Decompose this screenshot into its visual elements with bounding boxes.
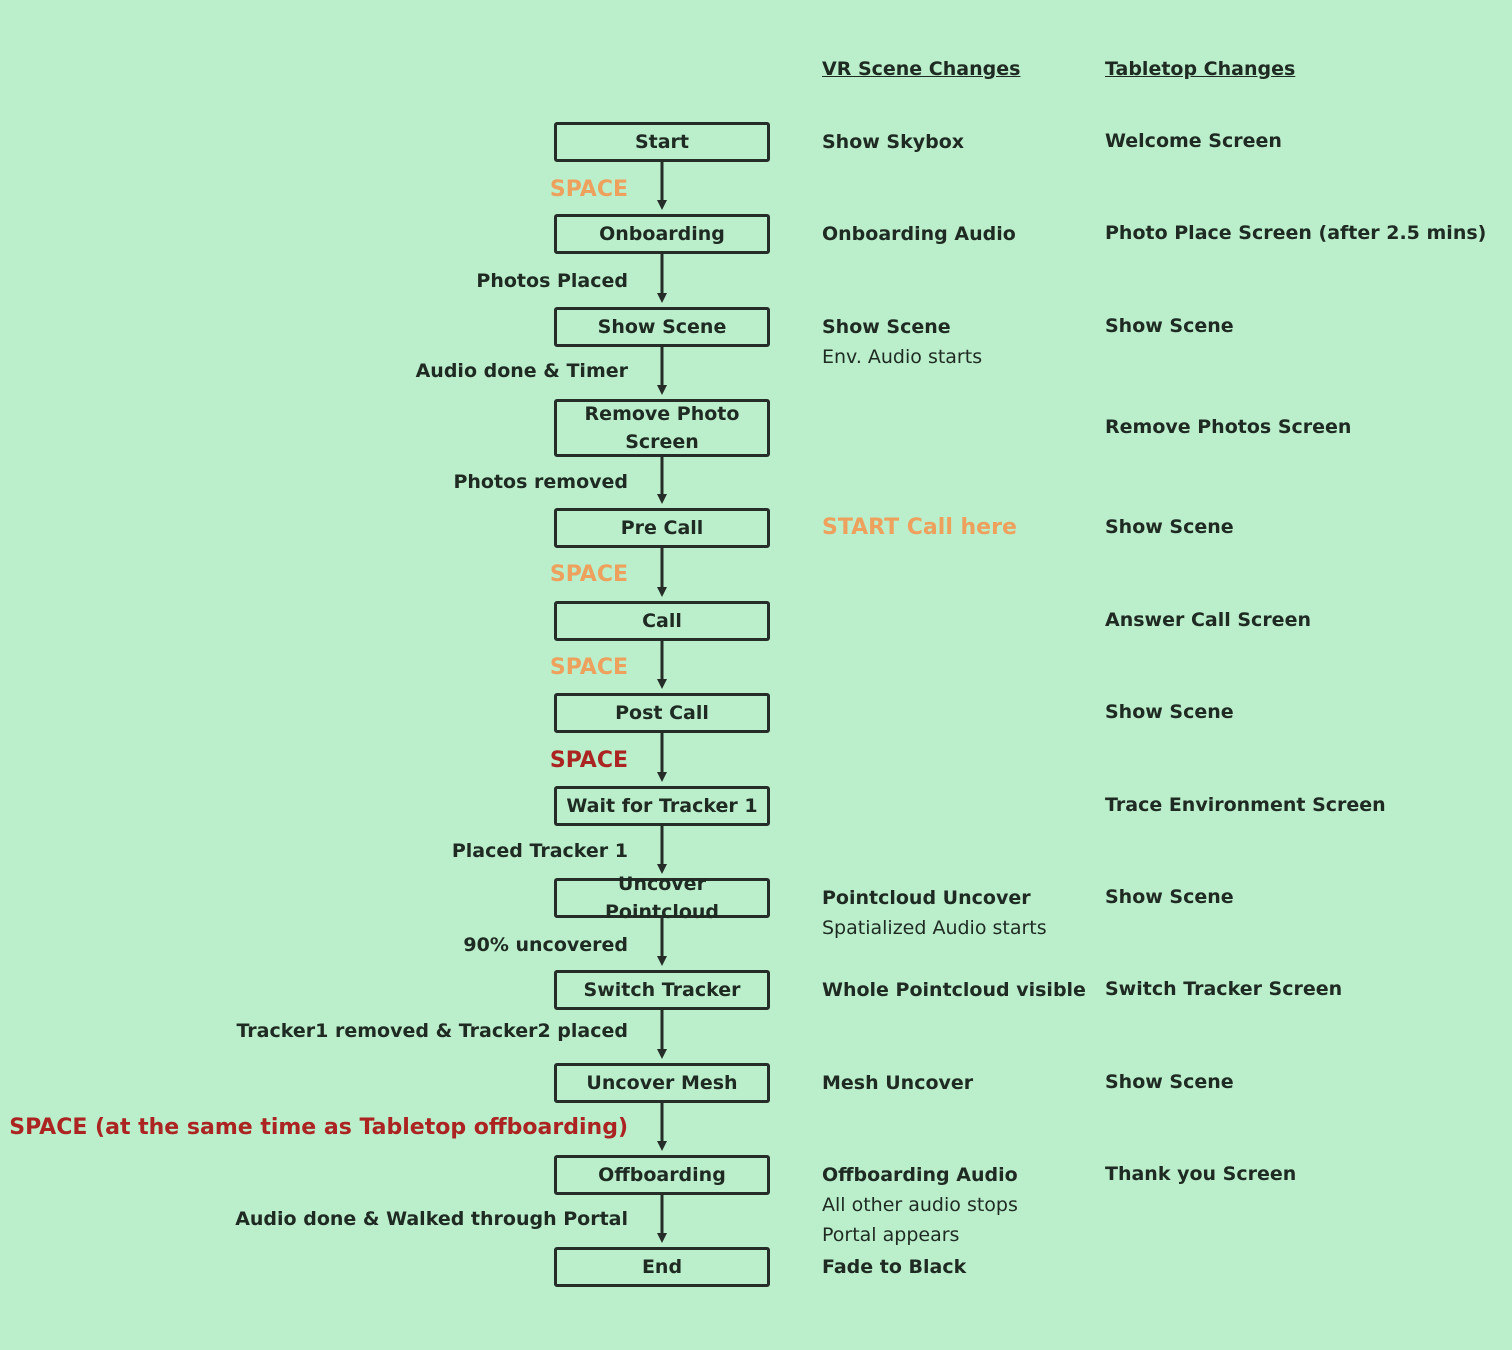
tabletop-change-show-scene: Show Scene	[1105, 315, 1234, 337]
state-box-uncover-mesh: Uncover Mesh	[554, 1063, 770, 1103]
vr-change-start	[822, 127, 964, 157]
vr-change-line: All other audio stops	[822, 1194, 1018, 1216]
tabletop-change-call: Answer Call Screen	[1105, 609, 1311, 631]
transition-label-tracker1-removed-tracker2-placed: Tracker1 removed & Tracker2 placed	[236, 1020, 628, 1042]
transition-label-space: SPACE	[549, 177, 628, 202]
vr-change-line: Mesh Uncover	[822, 1072, 974, 1094]
tabletop-change-pre-call: Show Scene	[1105, 516, 1234, 538]
vr-column-header: VR Scene Changes	[822, 58, 1021, 80]
transition-label-photos-removed: Photos removed	[453, 471, 628, 493]
vr-change-switch-tracker	[822, 975, 1086, 1005]
tabletop-change-uncover-pointcloud: Show Scene	[1105, 886, 1234, 908]
transition-label-space: SPACE	[549, 562, 628, 587]
state-box-end: End	[554, 1247, 770, 1287]
state-box-show-scene: Show Scene	[554, 307, 770, 347]
tabletop-column-header: Tabletop Changes	[1105, 58, 1296, 80]
transition-label-placed-tracker-1: Placed Tracker 1	[451, 840, 628, 862]
vr-change-line: Fade to Black	[822, 1256, 967, 1278]
tabletop-change-switch-tracker: Switch Tracker Screen	[1105, 978, 1343, 1000]
vr-change-end	[822, 1252, 966, 1282]
vr-change-line: Offboarding Audio	[822, 1164, 1018, 1186]
state-box-uncover-pointcloud: Uncover Pointcloud	[554, 878, 770, 918]
state-box-wait-for-tracker-1: Wait for Tracker 1	[554, 786, 770, 826]
vr-change-line: Onboarding Audio	[822, 223, 1016, 245]
state-box-switch-tracker: Switch Tracker	[554, 970, 770, 1010]
transition-label-space: SPACE	[549, 655, 628, 680]
state-box-offboarding: Offboarding	[554, 1155, 770, 1195]
state-box-call: Call	[554, 601, 770, 641]
vr-change-line: Show Skybox	[822, 131, 965, 153]
vr-change-uncover-pointcloud	[822, 883, 1047, 943]
state-box-post-call: Post Call	[554, 693, 770, 733]
vr-change-line: Portal appears	[822, 1224, 960, 1246]
state-box-start: Start	[554, 122, 770, 162]
transition-label-space: SPACE	[549, 748, 628, 773]
tabletop-change-uncover-mesh: Show Scene	[1105, 1071, 1234, 1093]
vr-change-line: Whole Pointcloud visible	[822, 979, 1086, 1001]
tabletop-change-wait-for-tracker-1: Trace Environment Screen	[1105, 794, 1386, 816]
vr-change-line: Spatialized Audio starts	[822, 917, 1047, 939]
vr-change-onboarding	[822, 219, 1016, 249]
transition-label-90-uncovered: 90% uncovered	[463, 934, 628, 956]
tabletop-change-onboarding: Photo Place Screen (after 2.5 mins)	[1105, 222, 1487, 244]
tabletop-change-offboarding: Thank you Screen	[1105, 1163, 1297, 1185]
transition-label-photos-placed: Photos Placed	[476, 270, 628, 292]
state-box-pre-call: Pre Call	[554, 508, 770, 548]
vr-change-line: START Call here	[822, 515, 1017, 540]
vr-change-line: Pointcloud Uncover	[822, 887, 1031, 909]
tabletop-change-start: Welcome Screen	[1105, 130, 1282, 152]
transition-label-space-at-the-same-time-as-tabletop-offboarding: SPACE (at the same time as Tabletop offboarding)	[9, 1115, 628, 1140]
tabletop-change-remove-photo-screen: Remove Photos Screen	[1105, 416, 1352, 438]
transition-label-audio-done-walked-through-portal: Audio done & Walked through Portal	[235, 1208, 628, 1230]
state-box-onboarding: Onboarding	[554, 214, 770, 254]
tabletop-change-post-call: Show Scene	[1105, 701, 1234, 723]
vr-change-offboarding	[822, 1160, 1018, 1250]
transition-label-audio-done-timer: Audio done & Timer	[415, 360, 628, 382]
state-box-remove-photo-screen: Remove Photo Screen	[554, 399, 770, 457]
vr-change-line: Env. Audio starts	[822, 346, 983, 368]
vr-change-line: Show Scene	[822, 316, 951, 338]
vr-change-pre-call	[822, 513, 1017, 543]
vr-change-uncover-mesh	[822, 1068, 973, 1098]
vr-change-show-scene	[822, 312, 982, 372]
